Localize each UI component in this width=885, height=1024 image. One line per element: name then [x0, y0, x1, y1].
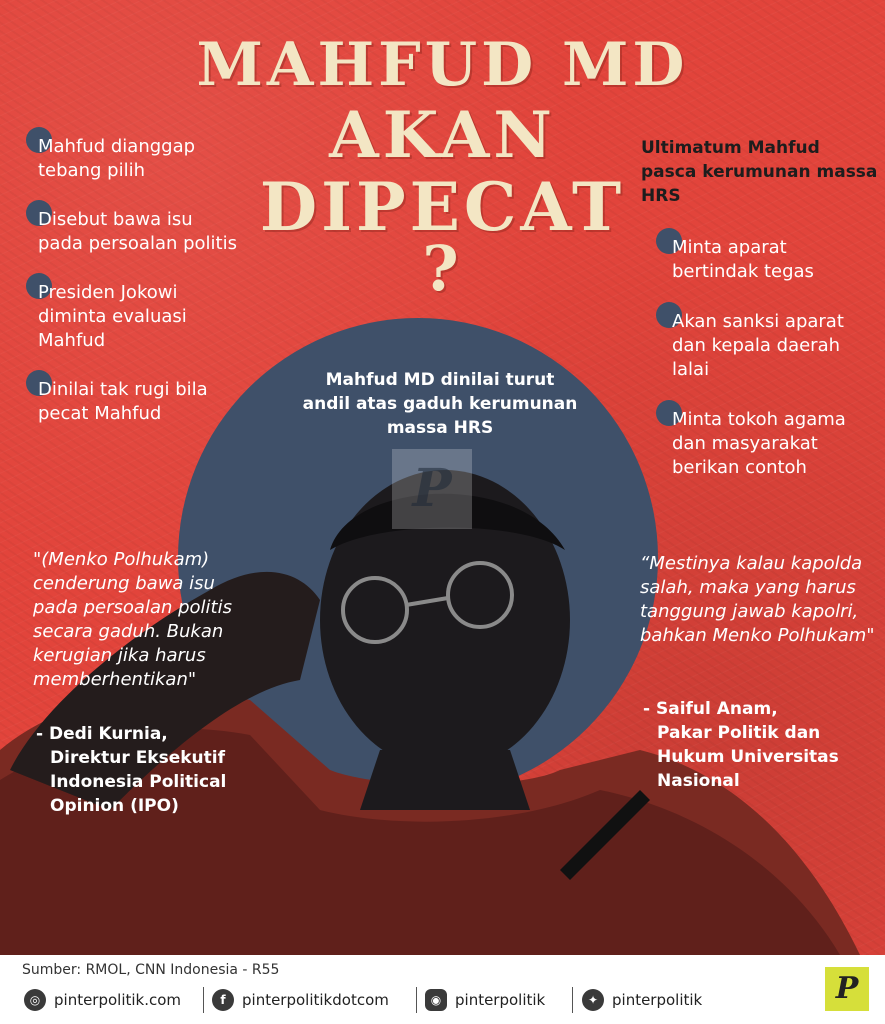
list-item — [38, 135, 238, 183]
title-line-3: DIPECAT — [259, 168, 626, 246]
list-item-text: Disebut bawa isu pada persoalan politis — [38, 209, 237, 254]
title-line-1: MAHFUD MD — [196, 30, 689, 100]
attribution-left — [36, 722, 276, 818]
watermark-logo: P — [392, 449, 472, 529]
attribution-right — [643, 697, 883, 793]
quote-left: "(Menko Polhukam) cenderung bawa isu pada persoalan politis secara gaduh. Bukan kerugian jika harus memberhentikan" — [33, 549, 232, 690]
social-facebook[interactable] — [212, 987, 389, 1013]
twitter-icon: ✦ — [582, 989, 604, 1011]
neck — [360, 750, 530, 810]
attribution-line: - Dedi Kurnia, — [36, 724, 168, 744]
list-item — [672, 408, 877, 480]
attribution-line: Indonesia Political — [50, 772, 227, 792]
divider — [572, 987, 573, 1013]
attribution-line: - Saiful Anam, — [643, 699, 778, 719]
attribution-line: Pakar Politik dan — [657, 723, 821, 743]
social-label: pinterpolitik — [612, 991, 703, 1009]
list-item — [38, 208, 238, 256]
list-item — [672, 310, 877, 382]
title-question-mark: ? — [422, 232, 463, 305]
left-points-list — [38, 135, 238, 426]
list-item-text: Minta aparat bertindak tegas — [672, 237, 814, 282]
attribution-line: Opinion (IPO) — [50, 796, 179, 816]
attribution-line: Direktur Eksekutif — [50, 748, 226, 768]
list-item — [38, 378, 238, 426]
list-item — [38, 281, 238, 353]
social-twitter[interactable] — [582, 987, 702, 1013]
footer — [0, 955, 885, 1024]
social-instagram[interactable] — [425, 987, 545, 1013]
list-item — [672, 236, 877, 284]
source-credit: Sumber: RMOL, CNN Indonesia - R55 — [22, 962, 280, 978]
social-label: pinterpolitik.com — [54, 991, 182, 1009]
list-item-text: Akan sanksi aparat dan kepala daerah lalai — [672, 311, 844, 380]
divider — [416, 987, 417, 1013]
social-label: pinterpolitik — [455, 991, 546, 1009]
list-item-text: Presiden Jokowi diminta evaluasi Mahfud — [38, 282, 187, 351]
list-item-text: Dinilai tak rugi bila pecat Mahfud — [38, 379, 208, 424]
list-item-text: Mahfud dianggap tebang pilih — [38, 136, 196, 181]
brand-logo[interactable]: P — [825, 967, 869, 1011]
list-item-text: Minta tokoh agama dan masyarakat berikan contoh — [672, 409, 846, 478]
attribution-line: Hukum Universitas — [657, 747, 839, 767]
title-line-2: AKAN — [329, 98, 556, 173]
attribution-line: Nasional — [657, 771, 740, 791]
center-statement: Mahfud MD dinilai turut andil atas gaduh kerumunan massa HRS — [302, 370, 578, 438]
instagram-icon: ◉ — [425, 989, 447, 1011]
quote-right: “Mestinya kalau kapolda salah, maka yang harus tanggung jawab kapolri, bahkan Menko Polhukam" — [640, 553, 875, 646]
globe-icon: ◎ — [24, 989, 46, 1011]
social-website[interactable] — [24, 987, 181, 1013]
facebook-icon: f — [212, 989, 234, 1011]
right-heading: Ultimatum Mahfud pasca kerumunan massa HRS — [641, 138, 878, 206]
divider — [203, 987, 204, 1013]
right-points-list — [672, 236, 877, 480]
social-label: pinterpolitikdotcom — [242, 991, 389, 1009]
